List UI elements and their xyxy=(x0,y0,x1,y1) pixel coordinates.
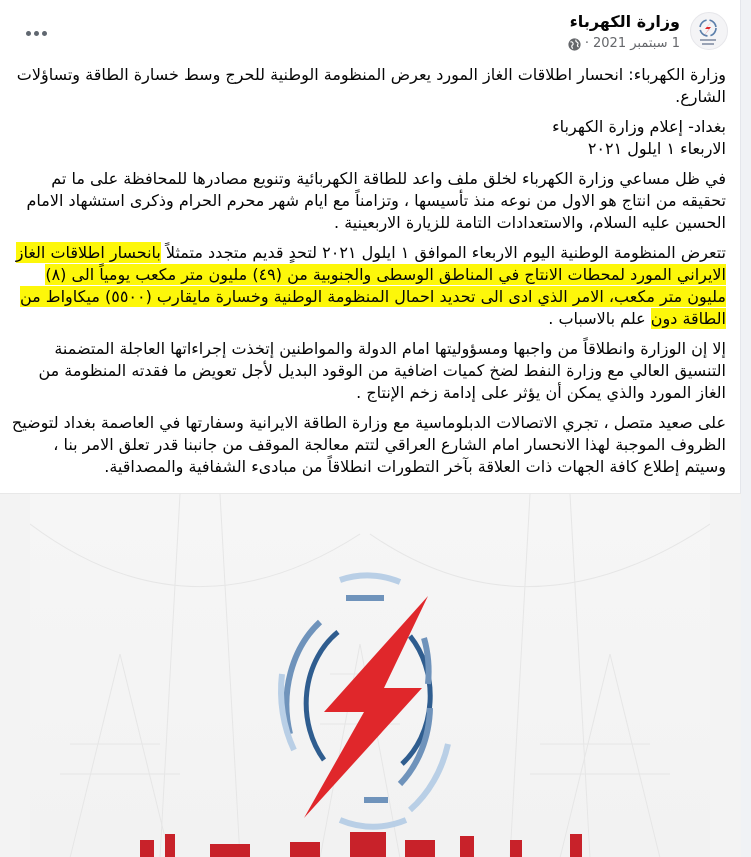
post-meta xyxy=(568,36,680,52)
image-background xyxy=(30,494,710,857)
ministry-logo-icon xyxy=(690,13,727,50)
globe-icon[interactable] xyxy=(568,38,581,51)
post-dateline: الاربعاء ١ ايلول ٢٠٢١ xyxy=(587,139,726,158)
post-paragraph-2 xyxy=(10,242,726,330)
post-image[interactable] xyxy=(0,493,741,857)
transmission-towers-background xyxy=(30,494,710,857)
meta-separator: · xyxy=(584,36,589,51)
post-text xyxy=(0,64,740,486)
page-avatar[interactable] xyxy=(690,12,728,50)
post-paragraph-3: إلا إن الوزارة وانطلاقاً من واجبها ومسؤوليتها امام الدولة والمواطنين إتخذت إجراءاتها العاجلة المتضمنة التنسيق العالي مع وزارة النفط لضخ كميات اضافية من الوقود البديل لأجل تعويض ما فقدته المنظومة من الغاز المورد والذي يمكن أن يؤثر على إدامة زخم الإنتاج . xyxy=(38,339,726,402)
post-paragraph-4: على صعيد متصل ، تجري الاتصالات الدبلوماسية مع وزارة الطاقة الايرانية وسفارتها في العاصمة بغداد لتوضيح الظروف الموجبة لهذا الانحسار امام الشارع العراقي لتتم معالجة الموقف من جانبنا قدر تعلق الامر بنا ، وسيتم إطلاع كافة الجهات ذات العلاقة بآخر التطورات انطلاقاً من مبادىء الشفافية والمصداقية. xyxy=(11,413,726,476)
lightning-bolt-logo-icon xyxy=(281,575,448,826)
more-options-button[interactable] xyxy=(22,24,50,42)
post-byline: بغداد- إعلام وزارة الكهرباء xyxy=(552,117,726,136)
highlighted-text: بانحسار اطلاقات الغاز الايراني المورد لمحطات الانتاج في المناطق الوسطى والجنوبية من (٤٩) مليون متر مكعب يومياً الى (٨) مليون متر مكعب، الامر الذي ادى الى تحديد احمال المنظومة الوطنية وخسارة مايقارب (٥٥٠٠) ميكاواط من الطاقة دون xyxy=(15,243,726,328)
post-headline: وزارة الكهرباء: انحسار اطلاقات الغاز المورد يعرض المنظومة الوطنية للحرج وسط خسارة الطاقة وتساؤلات الشارع. xyxy=(16,65,726,106)
paragraph-2-start: تتعرض المنظومة الوطنية اليوم الاربعاء الموافق ١ ايلول ٢٠٢١ لتحدٍ قديم متجدد متمثلاً xyxy=(160,243,726,262)
more-horizontal-icon xyxy=(42,31,47,36)
paragraph-2-end: علم بالاسباب . xyxy=(548,309,651,328)
post-paragraph-1: في ظل مساعي وزارة الكهرباء لخلق ملف واعد للطاقة الكهربائية وتنويع مصادرها للمحافظة على ما تم تحقيقه من انتاج هو الاول من نوعه منذ تأسيسها ، وتزامناً مع ايام شهر محرم الحرام وذكرى استشهاد الامام الحسين عليه السلام، والاستعدادات التامة للزيارة الاربعينية . xyxy=(26,169,726,232)
post-date-link[interactable]: 1 سبتمبر 2021 xyxy=(593,36,680,51)
page-name-link[interactable]: وزارة الكهرباء xyxy=(569,12,680,31)
post-header xyxy=(0,0,740,64)
image-title-fragment xyxy=(140,832,582,857)
